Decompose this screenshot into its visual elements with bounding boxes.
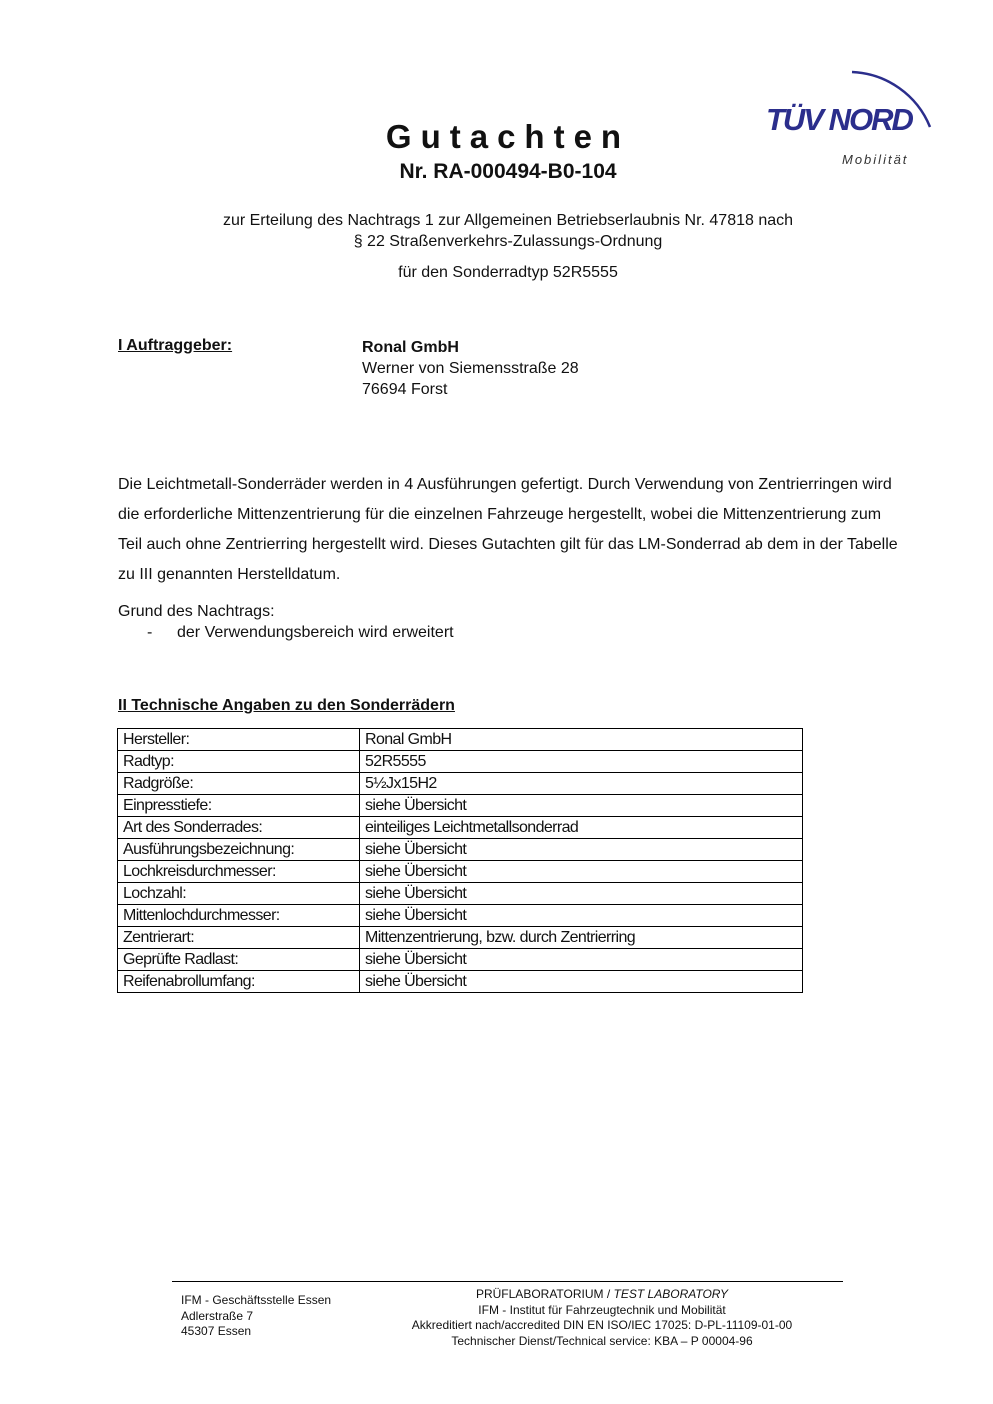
logo-brand-text: TÜV NORD <box>766 102 912 137</box>
technical-table <box>117 728 803 993</box>
table-row <box>118 773 803 795</box>
table-row <box>118 729 803 751</box>
footer-office-street: Adlerstraße 7 <box>181 1308 254 1323</box>
row-key: Ausführungsbezeichnung: <box>118 839 360 861</box>
row-key: Mittenlochdurchmesser: <box>118 905 360 927</box>
wheel-type-line: für den Sonderradtyp 52R5555 <box>398 264 618 281</box>
footer-office-city: 45307 Essen <box>181 1324 252 1338</box>
row-key: Lochzahl: <box>118 883 360 905</box>
row-value: 5½Jx15H2 <box>360 773 803 795</box>
document-title: Gutachten <box>385 118 631 155</box>
table-row <box>118 905 803 927</box>
technical-heading: II Technische Angaben zu den Sonderrädern <box>118 697 455 714</box>
row-value: 52R5555 <box>360 751 803 773</box>
list-dash: - <box>147 624 153 641</box>
footer-technical-service: Technischer Dienst/Technical service: KBA – P 00004-96 <box>451 1333 753 1348</box>
reason-title: Grund des Nachtrags: <box>118 603 275 620</box>
footer-divider <box>172 1281 843 1282</box>
row-key: Lochkreisdurchmesser: <box>118 861 360 883</box>
row-value: siehe Übersicht <box>360 949 803 971</box>
document-number: Nr. RA-000494-B0-104 <box>399 160 617 183</box>
client-label: I Auftraggeber: <box>118 337 233 354</box>
footer-office-address <box>181 1293 331 1340</box>
table-row <box>118 817 803 839</box>
row-key: Hersteller: <box>118 729 360 751</box>
footer-office-name: IFM - Geschäftsstelle Essen <box>181 1293 332 1307</box>
row-value: siehe Übersicht <box>360 971 803 993</box>
row-value: siehe Übersicht <box>360 861 803 883</box>
row-key: Art des Sonderrades: <box>118 817 360 839</box>
table-row <box>118 751 803 773</box>
client-name: Ronal GmbH <box>362 339 459 356</box>
table-row <box>118 883 803 905</box>
row-value: Ronal GmbH <box>360 729 803 751</box>
row-value: Mittenzentrierung, bzw. durch Zentrierring <box>360 927 803 949</box>
footer-accreditation: Akkreditiert nach/accredited DIN EN ISO/IEC 17025: D-PL-11109-01-00 <box>411 1318 793 1332</box>
row-key: Radgröße: <box>118 773 360 795</box>
footer-lab-title <box>360 1287 844 1303</box>
reason-text: der Verwendungsbereich wird erweitert <box>177 624 454 641</box>
footer-lab-en: TEST LABORATORY <box>613 1287 729 1301</box>
row-key: Zentrierart: <box>118 927 360 949</box>
table-row <box>118 795 803 817</box>
table-row <box>118 861 803 883</box>
footer-institute: IFM - Institut für Fahrzeugtechnik und Mobilität <box>478 1302 726 1317</box>
footer-laboratory-info <box>360 1287 844 1349</box>
document-subtitle <box>0 210 993 252</box>
row-key: Reifenabrollumfang: <box>118 971 360 993</box>
client-city: 76694 Forst <box>362 381 448 398</box>
subtitle-line-2: § 22 Straßenverkehrs-Zulassungs-Ordnung <box>353 233 663 250</box>
row-key: Geprüfte Radlast: <box>118 949 360 971</box>
row-key: Radtyp: <box>118 751 360 773</box>
description-paragraph: Die Leichtmetall-Sonderräder werden in 4 Ausführungen gefertigt. Durch Verwendung von Zentrierringen wird die erforderliche Mittenzentrierung für die einzelnen Fahrzeuge hergestellt, wobei die Mittenzentrierung zum Teil auch ohne Zentrierring hergestellt wird. Dieses Gutachten gilt für das LM-Sonderrad ab dem in der Tabelle zu III genannten Herstelldatum. <box>118 476 898 583</box>
row-value: siehe Übersicht <box>360 795 803 817</box>
logo-subtitle: Mobilität <box>842 152 909 167</box>
row-value: siehe Übersicht <box>360 839 803 861</box>
footer-lab-de: PRÜFLABORATORIUM / <box>475 1287 614 1301</box>
table-row <box>118 839 803 861</box>
table-row <box>118 971 803 993</box>
table-row <box>118 949 803 971</box>
row-key: Einpresstiefe: <box>118 795 360 817</box>
subtitle-line-1: zur Erteilung des Nachtrags 1 zur Allgemeinen Betriebserlaubnis Nr. 47818 nach <box>222 212 794 229</box>
row-value: siehe Übersicht <box>360 905 803 927</box>
table-row <box>118 927 803 949</box>
client-street: Werner von Siemensstraße 28 <box>362 360 579 377</box>
row-value: siehe Übersicht <box>360 883 803 905</box>
client-address <box>362 337 579 400</box>
reason-list-item <box>147 624 454 642</box>
row-value: einteiliges Leichtmetallsonderrad <box>360 817 803 839</box>
